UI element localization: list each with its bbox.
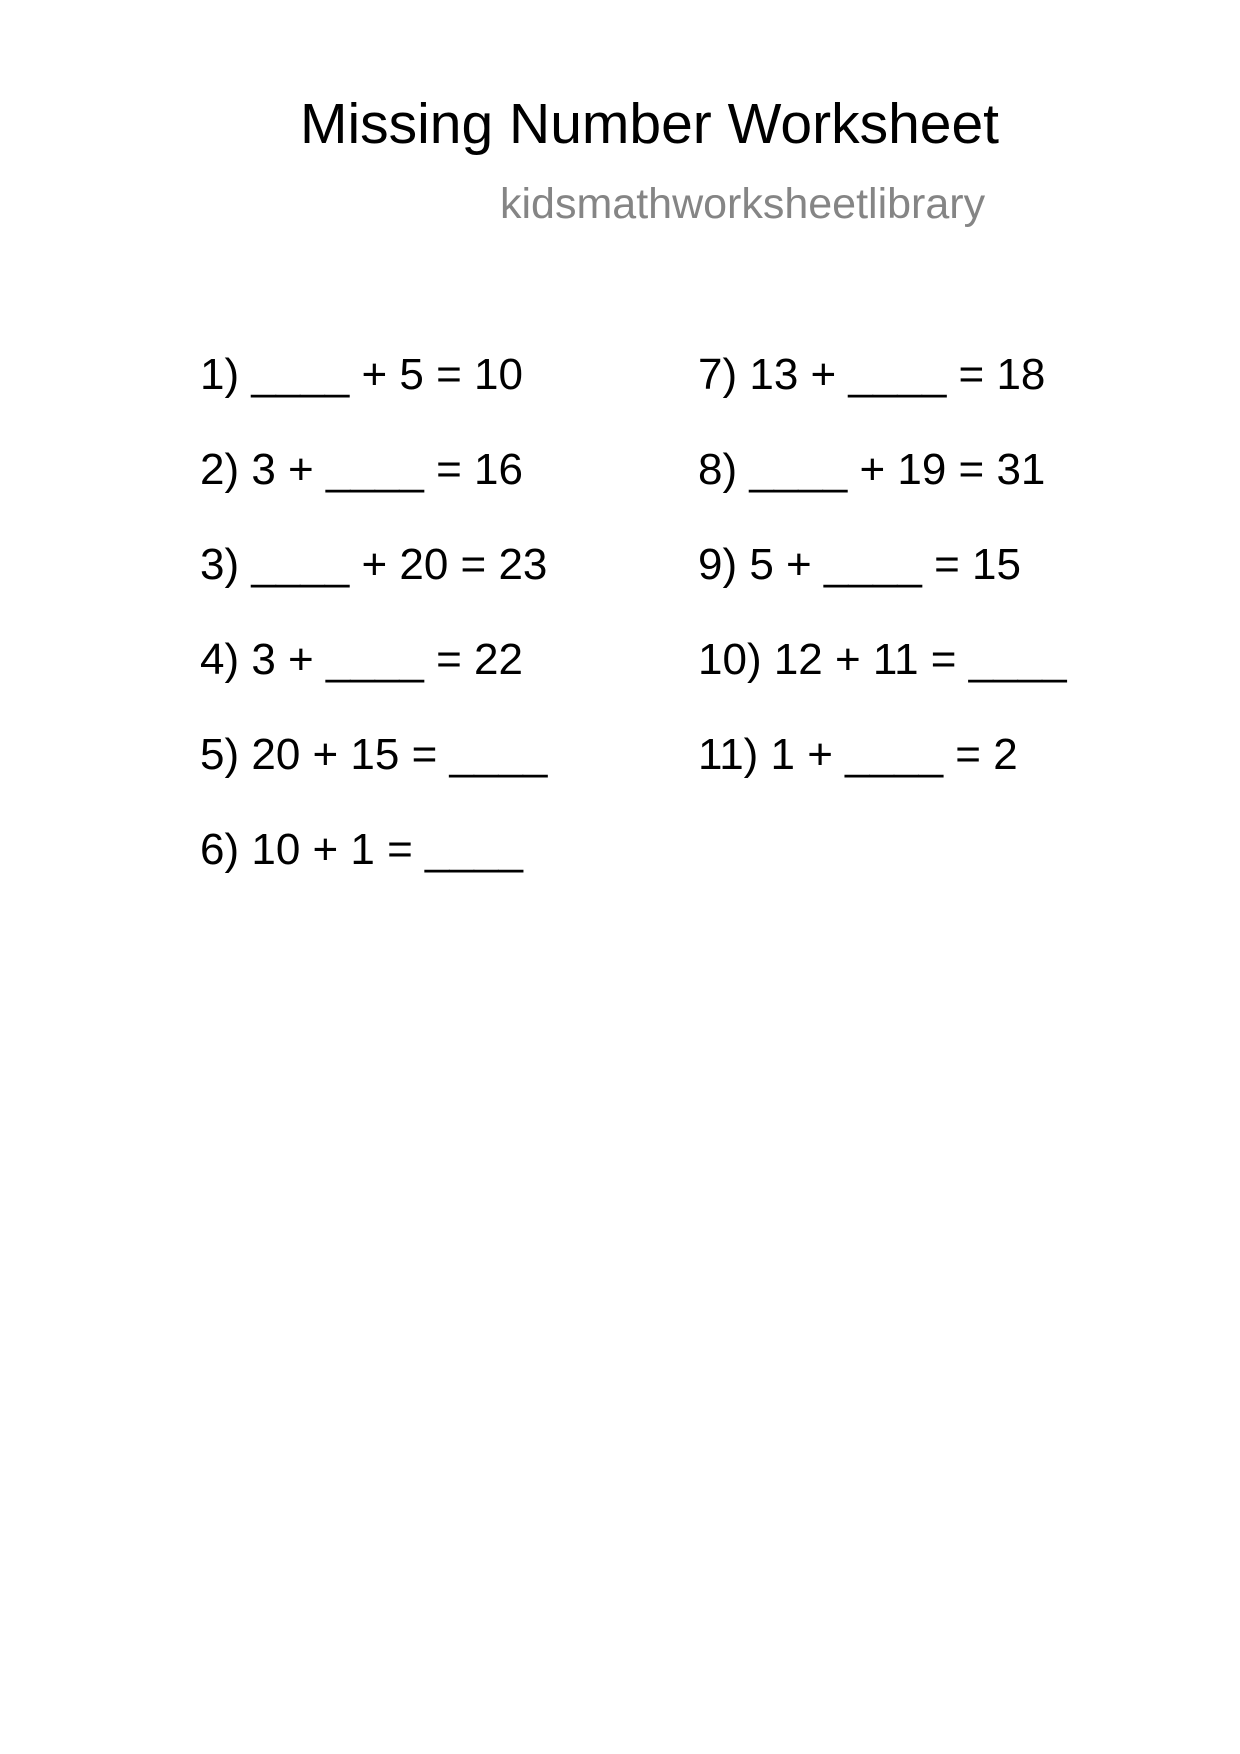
problem-10: 10) 12 + 11 = ____ xyxy=(698,635,1067,684)
problem-5: 5) 20 + 15 = ____ xyxy=(200,730,548,779)
problem-3: 3) ____ + 20 = 23 xyxy=(200,540,548,589)
problem-1: 1) ____ + 5 = 10 xyxy=(200,350,523,399)
problem-9: 9) 5 + ____ = 15 xyxy=(698,540,1021,589)
problem-7: 7) 13 + ____ = 18 xyxy=(698,350,1046,399)
problem-2: 2) 3 + ____ = 16 xyxy=(200,445,523,494)
problem-6: 6) 10 + 1 = ____ xyxy=(200,825,523,874)
problems-column-left xyxy=(200,350,548,923)
worksheet-source: kidsmathworksheetlibrary xyxy=(500,180,986,228)
problem-8: 8) ____ + 19 = 31 xyxy=(698,445,1046,494)
problems-column-right xyxy=(698,350,1067,828)
problem-4: 4) 3 + ____ = 22 xyxy=(200,635,523,684)
problem-11: 11) 1 + ____ = 2 xyxy=(698,730,1018,779)
worksheet-title: Missing Number Worksheet xyxy=(300,92,1000,156)
